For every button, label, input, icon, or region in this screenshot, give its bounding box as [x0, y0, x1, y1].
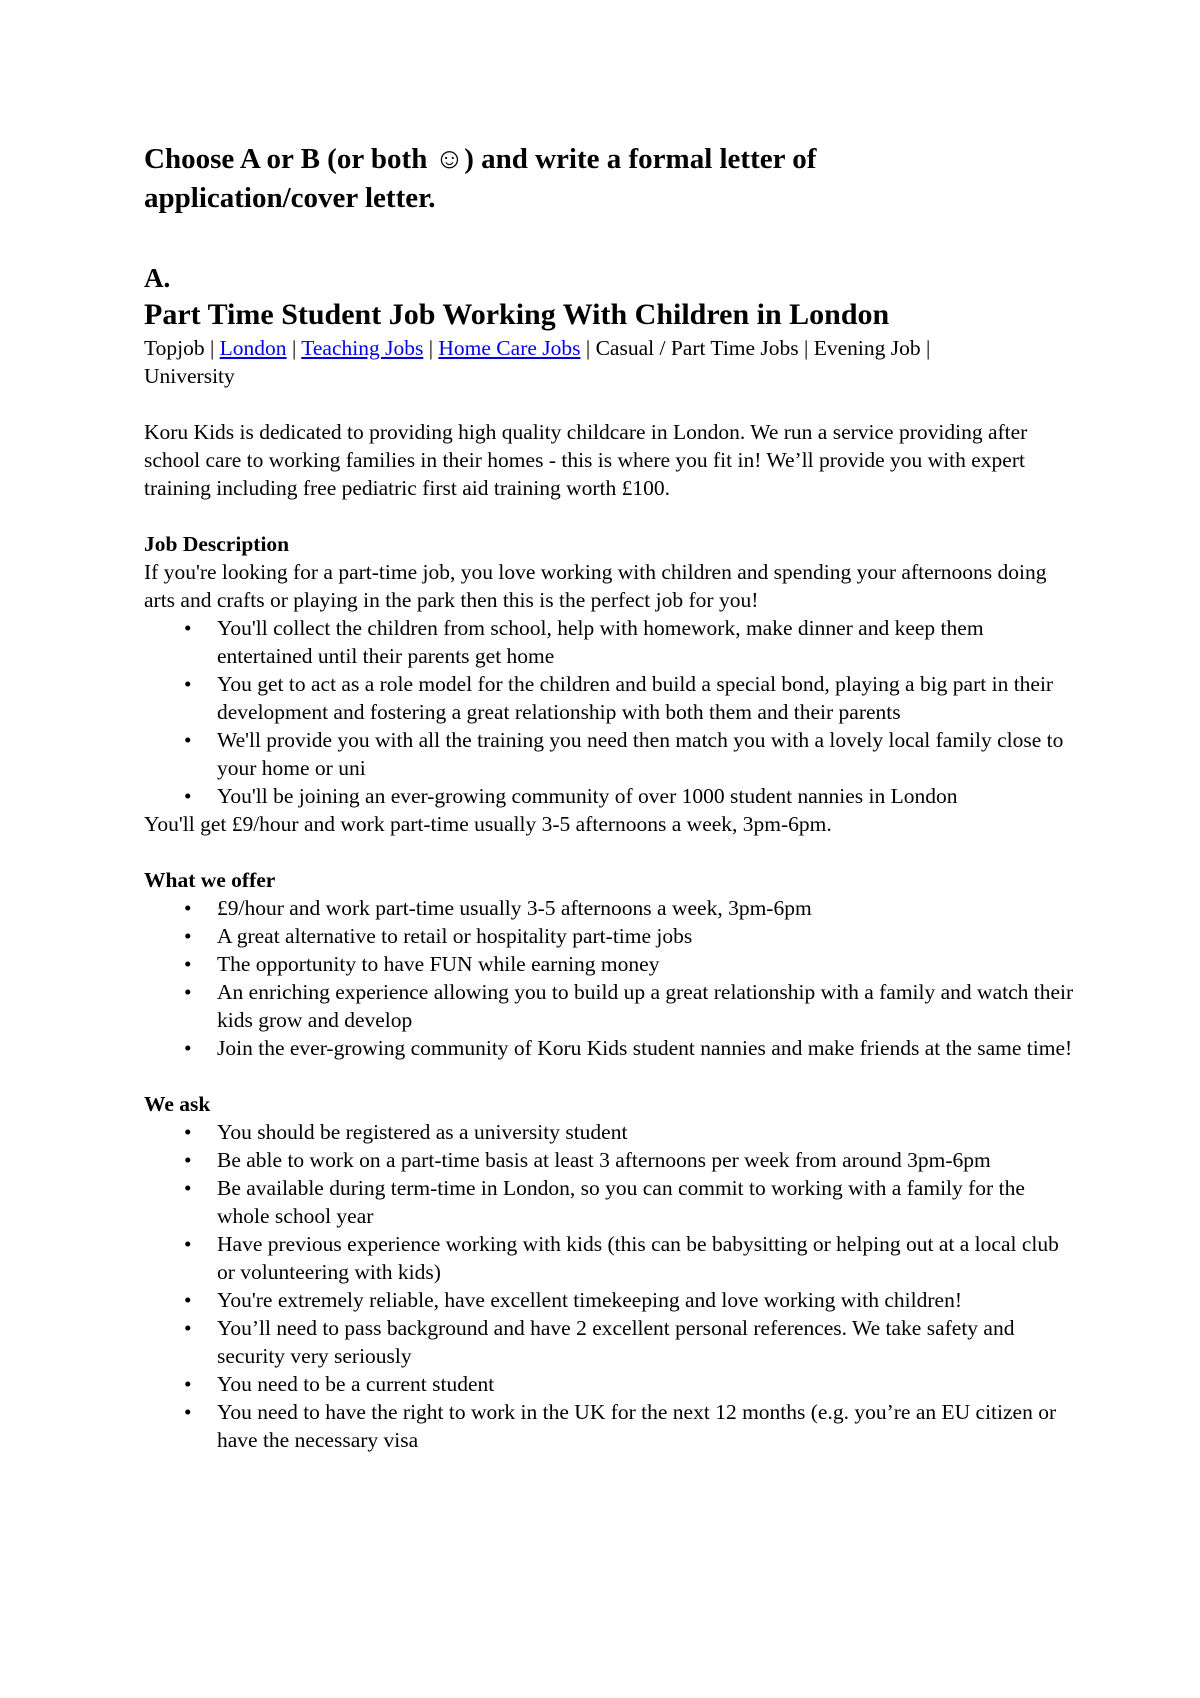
list-item: [144, 1370, 1079, 1398]
list-item: [144, 726, 1079, 782]
tag-separator: |: [423, 336, 439, 360]
list-item: [144, 1118, 1079, 1146]
list-item: [144, 1034, 1079, 1062]
list-item-text: You need to be a current student: [217, 1372, 495, 1396]
tag-link-teaching-jobs[interactable]: Teaching Jobs: [301, 336, 424, 360]
list-item: [144, 1398, 1079, 1454]
list-item-text: We'll provide you with all the training you need then match you with a lovely local family close to your home or uni: [217, 728, 1064, 780]
list-item: [144, 1230, 1079, 1286]
list-item-text: £9/hour and work part-time usually 3-5 afternoons a week, 3pm-6pm: [217, 896, 812, 920]
list-item: [144, 978, 1079, 1034]
list-item: [144, 922, 1079, 950]
bullet: •: [184, 1148, 192, 1172]
instruction-heading: [144, 140, 1079, 218]
tag-separator: |: [580, 336, 596, 360]
bullet: •: [184, 1176, 192, 1200]
list-item-text: You need to have the right to work in the UK for the next 12 months (e.g. you’re an EU citizen or have the necessary visa: [217, 1400, 1057, 1452]
bullet: •: [184, 952, 192, 976]
bullet: •: [184, 1120, 192, 1144]
tag-rest: Casual / Part Time Jobs | Evening Job |: [595, 336, 931, 360]
what-we-offer-heading: What we offer: [144, 868, 276, 892]
list-item: [144, 614, 1079, 670]
bullet: •: [184, 924, 192, 948]
tag-link-london[interactable]: London: [219, 336, 287, 360]
list-item: [144, 670, 1079, 726]
list-item-text: You'll be joining an ever-growing community of over 1000 student nannies in London: [217, 784, 958, 808]
bullet: •: [184, 672, 192, 696]
list-item-text: A great alternative to retail or hospitality part-time jobs: [217, 924, 693, 948]
list-item-text: Join the ever-growing community of Koru Kids student nannies and make friends at the same time!: [217, 1036, 1073, 1060]
list-item-text: You'll collect the children from school, help with homework, make dinner and keep them entertained until their parents get home: [217, 616, 984, 668]
instruction-line-2: application/cover letter.: [144, 182, 436, 214]
section-letter: A.: [144, 263, 171, 293]
job-description-heading: Job Description: [144, 532, 290, 556]
what-we-offer-list: [144, 894, 1079, 1062]
tag-link-home-care-jobs[interactable]: Home Care Jobs: [438, 336, 581, 360]
list-item-text: You're extremely reliable, have excellent timekeeping and love working with children!: [217, 1288, 962, 1312]
tag-topjob: Topjob: [144, 336, 205, 360]
list-item: [144, 894, 1079, 922]
bullet: •: [184, 1400, 192, 1424]
tag-separator: |: [204, 336, 220, 360]
bullet: •: [184, 1288, 192, 1312]
list-item-text: You should be registered as a university student: [217, 1120, 628, 1144]
job-tags: [144, 334, 1079, 390]
document-page: [144, 140, 1079, 1454]
list-item-text: The opportunity to have FUN while earning money: [217, 952, 660, 976]
intro-paragraph: Koru Kids is dedicated to providing high quality childcare in London. We run a service providing after school care to working families in their homes - this is where you fit in! We’ll provide you with expert training including free pediatric first aid training worth £100.: [144, 420, 1028, 500]
list-item-text: Be available during term-time in London, so you can commit to working with a family for the whole school year: [217, 1176, 1025, 1228]
bullet: •: [184, 616, 192, 640]
bullet: •: [184, 896, 192, 920]
list-item-text: Be able to work on a part-time basis at least 3 afternoons per week from around 3pm-6pm: [217, 1148, 991, 1172]
tag-university: University: [144, 364, 235, 388]
list-item: [144, 1174, 1079, 1230]
list-item-text: You get to act as a role model for the children and build a special bond, playing a big part in their development and fostering a great relationship with both them and their parents: [217, 672, 1054, 724]
bullet: •: [184, 728, 192, 752]
bullet: •: [184, 1232, 192, 1256]
bullet: •: [184, 980, 192, 1004]
list-item: [144, 1286, 1079, 1314]
list-item: [144, 1146, 1079, 1174]
bullet: •: [184, 784, 192, 808]
list-item-text: An enriching experience allowing you to build up a great relationship with a family and watch their kids grow and develop: [217, 980, 1074, 1032]
bullet: •: [184, 1316, 192, 1340]
bullet: •: [184, 1036, 192, 1060]
we-ask-heading: We ask: [144, 1092, 211, 1116]
tag-separator: |: [286, 336, 302, 360]
list-item: [144, 950, 1079, 978]
instruction-line-1: Choose A or B (or both ☺) and write a formal letter of: [144, 143, 817, 175]
job-description-list: [144, 614, 1079, 810]
job-title: Part Time Student Job Working With Children in London: [144, 298, 890, 331]
list-item-text: Have previous experience working with kids (this can be babysitting or helping out at a local club or volunteering with kids): [217, 1232, 1059, 1284]
job-description-lead: If you're looking for a part-time job, you love working with children and spending your afternoons doing arts and crafts or playing in the park then this is the perfect job for you!: [144, 560, 1047, 612]
we-ask-list: [144, 1118, 1079, 1454]
job-description-closing: You'll get £9/hour and work part-time usually 3-5 afternoons a week, 3pm-6pm.: [144, 812, 832, 836]
list-item: [144, 1314, 1079, 1370]
list-item: [144, 782, 1079, 810]
list-item-text: You’ll need to pass background and have 2 excellent personal references. We take safety and security very seriously: [217, 1316, 1015, 1368]
bullet: •: [184, 1372, 192, 1396]
